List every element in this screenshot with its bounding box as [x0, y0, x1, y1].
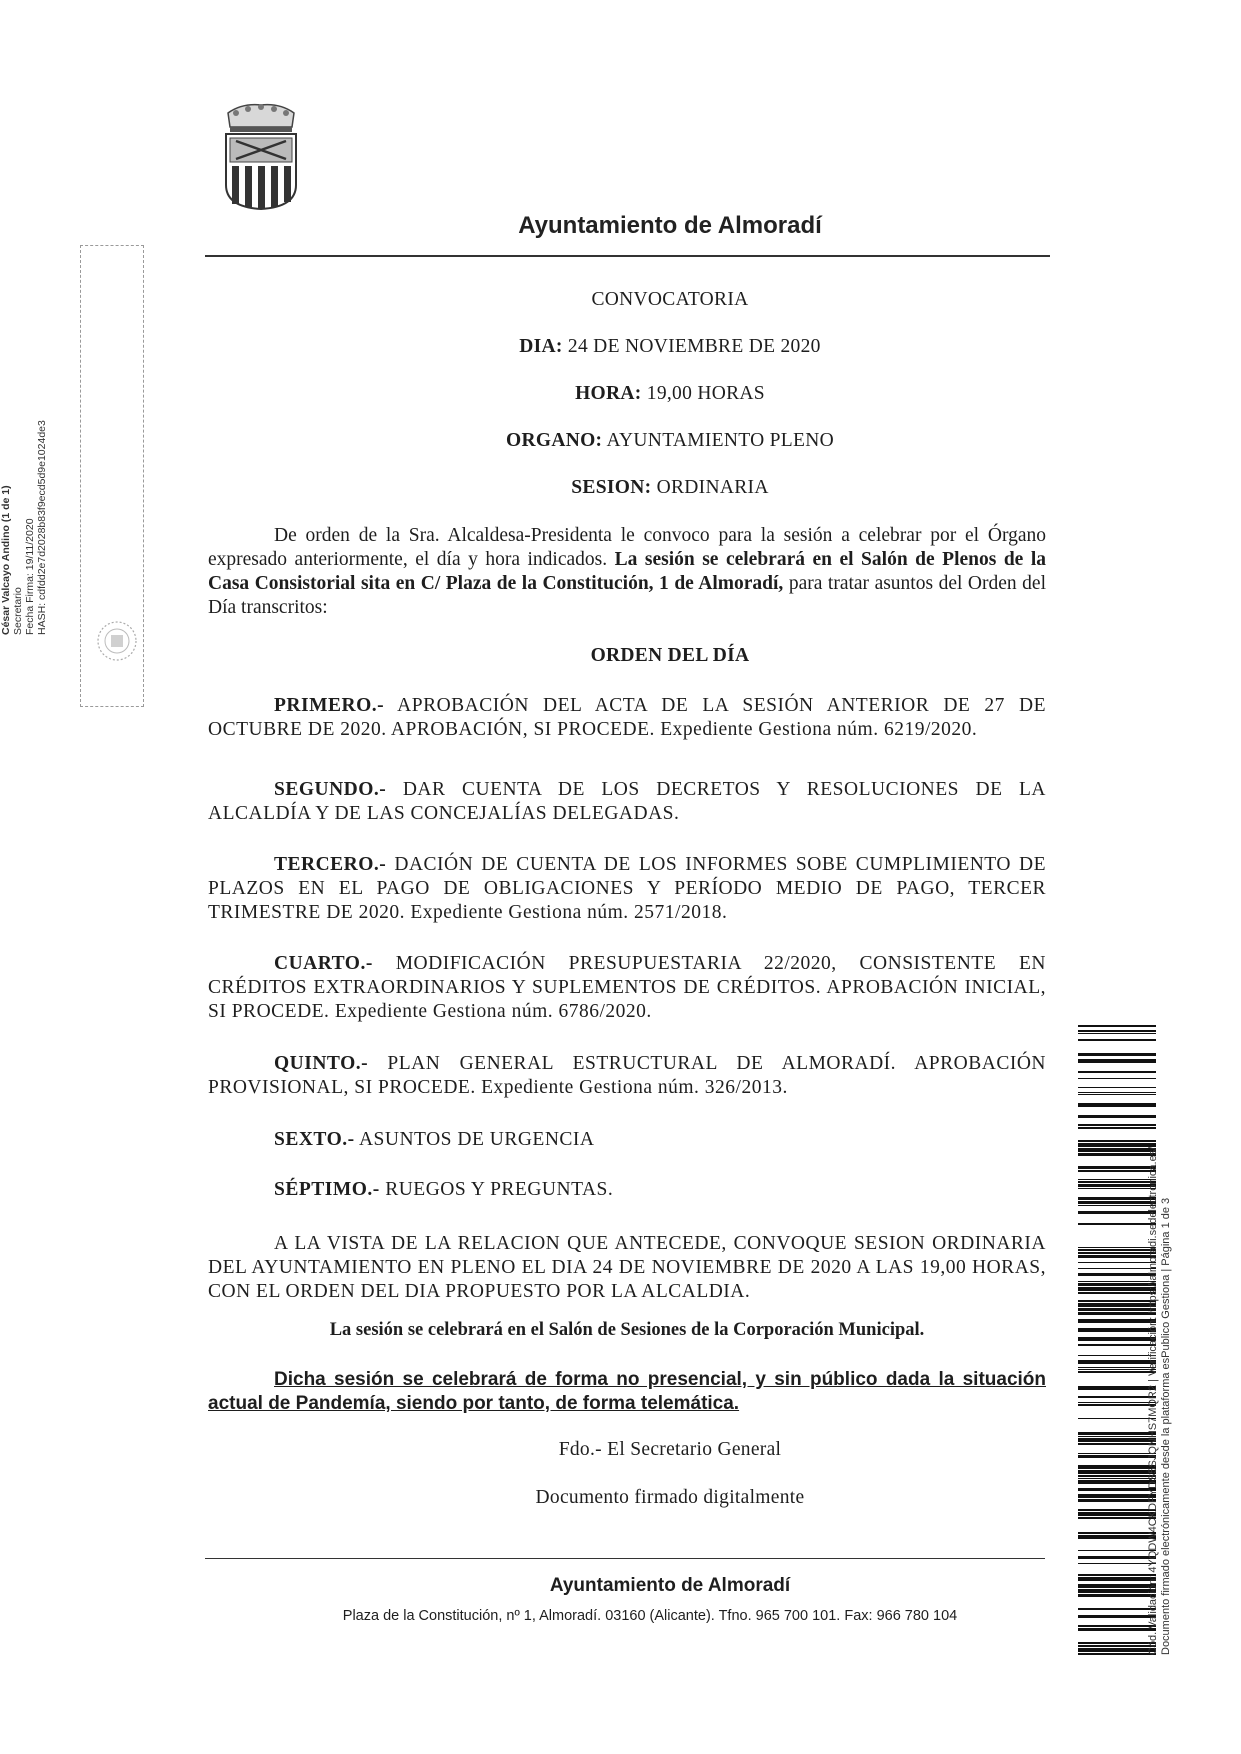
dia-label: DIA:	[519, 336, 563, 357]
header-title: Ayuntamiento de Almoradí	[518, 212, 822, 239]
agenda-item-extra: Expediente Gestiona núm. 326/2013.	[481, 1077, 788, 1098]
agenda-item-text: MODIFICACIÓN PRESUPUESTARIA 22/2020, CONSISTENTE EN CRÉDITOS EXTRAORDINARIOS Y SUPLEMENTOS DE CRÉDITOS. APROBACIÓN INICIAL, SI PROCEDE.	[208, 953, 1046, 1022]
signature-hash: HASH: cdfdd2e7d2028b83f9ecd5d9e1024de3	[36, 420, 48, 635]
seal-icon	[96, 620, 138, 662]
agenda-item-label: SEXTO.-	[274, 1129, 355, 1150]
signer-role: Secretario	[12, 587, 24, 635]
footer-divider	[205, 1558, 1045, 1559]
convocatoria-title: CONVOCATORIA	[591, 289, 749, 310]
dia-value: 24 DE NOVIEMBRE DE 2020	[567, 336, 821, 357]
agenda-item-label: SÉPTIMO.-	[274, 1179, 380, 1200]
organo-label: ORGANO:	[506, 430, 603, 451]
municipal-crest-icon	[222, 103, 300, 211]
barcode-icon	[1078, 1025, 1156, 1655]
orden-del-dia-title: ORDEN DEL DÍA	[590, 645, 750, 666]
agenda-item-extra: Expediente Gestiona núm. 6219/2020.	[660, 719, 978, 740]
signature-stamp	[0, 285, 60, 635]
agenda-item-text: ASUNTOS DE URGENCIA	[358, 1129, 595, 1150]
agenda-item-text: PLAN GENERAL ESTRUCTURAL DE ALMORADÍ. APROBACIÓN PROVISIONAL, SI PROCEDE.	[208, 1053, 1046, 1098]
agenda-item-extra: Expediente Gestiona núm. 6786/2020.	[334, 1001, 652, 1022]
agenda-item-tercero	[208, 853, 1046, 925]
intro-end: para tratar asuntos del Orden del Día transcritos:	[208, 573, 1046, 618]
footer-title: Ayuntamiento de Almoradí	[549, 1575, 791, 1596]
hora-value: 19,00 HORAS	[646, 383, 765, 404]
agenda-item-text: APROBACIÓN DEL ACTA DE LA SESIÓN ANTERIOR DE 27 DE OCTUBRE DE 2020. APROBACIÓN, SI PROCEDE.	[208, 695, 1046, 740]
agenda-item-cuarto	[208, 952, 1046, 1024]
agenda-item-septimo	[208, 1178, 1046, 1202]
agenda-item-segundo	[208, 778, 1046, 826]
agenda-item-text: DAR CUENTA DE LOS DECRETOS Y RESOLUCIONES DE LA ALCALDÍA Y DE LAS CONCEJALÍAS DELEGADAS.	[208, 779, 1046, 824]
agenda-item-label: SEGUNDO.-	[274, 779, 387, 800]
verification-text	[1147, 1035, 1187, 1655]
organo-value: AYUNTAMIENTO PLENO	[606, 430, 834, 451]
sesion-value: ORDINARIA	[656, 477, 769, 498]
agenda-item-label: PRIMERO.-	[274, 695, 385, 716]
agenda-item-label: TERCERO.-	[274, 854, 387, 875]
header-divider	[205, 255, 1050, 257]
organo-line	[380, 430, 960, 452]
dia-line	[380, 336, 960, 358]
intro-paragraph	[208, 524, 1046, 620]
signature-line: Fdo.- El Secretario General	[558, 1439, 782, 1460]
pandemic-notice: Dicha sesión se celebrará de forma no presencial, y sin público dada la situación actual de Pandemía, siendo por tanto, de forma telemática.	[208, 1369, 1046, 1414]
digital-signature-note: Documento firmado digitalmente	[535, 1487, 805, 1508]
hora-label: HORA:	[575, 383, 642, 404]
hora-line	[380, 383, 960, 405]
signer-name: César Valcayo Andino (1 de 1)	[0, 485, 12, 635]
footer-address: Plaza de la Constitución, nº 1, Almoradí. 03160 (Alicante). Tfno. 965 700 101. Fax: 966 780 104	[342, 1608, 958, 1624]
sesion-label: SESION:	[571, 477, 652, 498]
agenda-item-extra: Expediente Gestiona núm. 2571/2018.	[410, 902, 728, 923]
agenda-item-text: RUEGOS Y PREGUNTAS.	[385, 1179, 614, 1200]
signature-date: Fecha Firma: 19/11/2020	[24, 518, 36, 635]
intro-text: De orden de la Sra. Alcaldesa-Presidenta le convoco para la sesión a celebrar por el Órgano expresado anteriormente, el día y hora indicados.	[208, 525, 1046, 570]
agenda-item-sexto	[208, 1128, 1046, 1152]
agenda-item-quinto	[208, 1052, 1046, 1100]
verification-code: Cód. Validación: 4YQDW4CKDFYDS5SJQNHS7MQR2 | Verificación: https://almoradi.sedelectronica.es/	[1147, 1146, 1159, 1655]
sesion-line	[380, 477, 960, 499]
agenda-item-primero	[208, 694, 1046, 742]
agenda-item-label: CUARTO.-	[274, 953, 373, 974]
agenda-item-label: QUINTO.-	[274, 1053, 369, 1074]
intro-location: La sesión se celebrará en el Salón de Plenos de la Casa Consistorial sita en C/ Plaza de la Constitución, 1 de Almoradí,	[208, 549, 1046, 594]
agenda-item-text: DACIÓN DE CUENTA DE LOS INFORMES SOBE CUMPLIMIENTO DE PLAZOS EN EL PAGO DE OBLIGACIONES Y PERÍODO MEDIO DE PAGO, TERCER TRIMESTRE DE 2020.	[208, 854, 1047, 923]
closing-note: La sesión se celebrará en el Salón de Sesiones de la Corporación Municipal.	[329, 1320, 925, 1340]
verification-platform: Documento firmado electrónicamente desde la plataforma esPublico Gestiona | Página 1 de 3	[1160, 1197, 1172, 1655]
closing-paragraph: A LA VISTA DE LA RELACION QUE ANTECEDE, CONVOQUE SESION ORDINARIA DEL AYUNTAMIENTO EN PLENO EL DIA 24 DE NOVIEMBRE DE 2020 A LAS 19,00 HORAS, CON EL ORDEN DEL DIA PROPUESTO POR LA ALCALDIA.	[208, 1233, 1046, 1302]
